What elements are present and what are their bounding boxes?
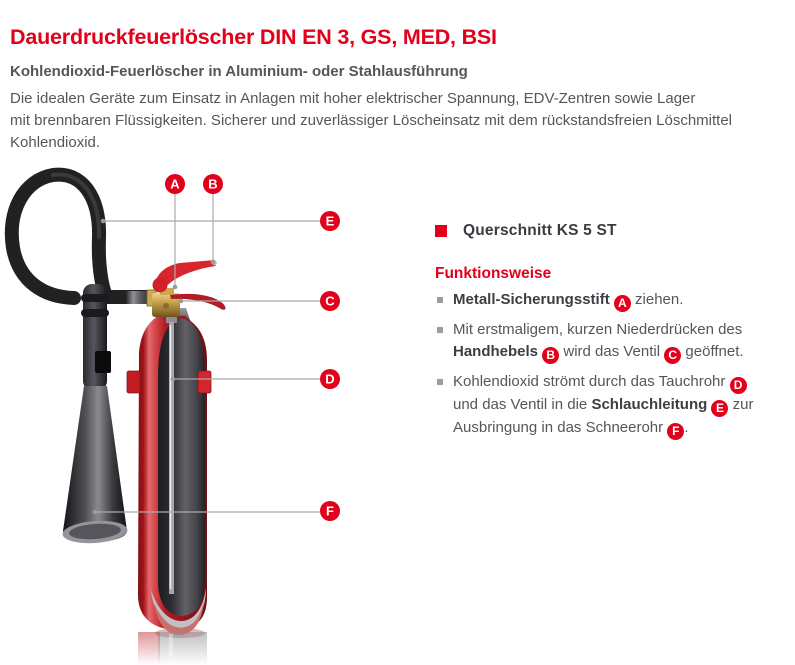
bracket-right — [198, 371, 211, 393]
red-square-bullet-icon — [435, 225, 447, 237]
callout-badge-e: E — [711, 400, 728, 417]
function-heading: Funktionsweise — [435, 265, 552, 282]
function-item-text: Kohlendioxid strömt durch das Tauchrohr D und das Ventil in die Schlauchleitung E zur Ausbringung in das Schneerohr F . — [453, 373, 754, 438]
svg-text:D: D — [325, 371, 335, 387]
callout-badge-a: A — [614, 295, 631, 312]
page-subtitle: Kohlendioxid-Feuerlöscher in Aluminium- oder Stahlausführung — [10, 63, 468, 80]
gray-square-bullet-icon — [437, 379, 443, 385]
leader-lines — [95, 194, 320, 512]
bracket-left — [127, 371, 140, 393]
horn-clip — [95, 351, 111, 373]
svg-text:F: F — [326, 503, 334, 519]
reflection — [138, 628, 207, 665]
valve-screw — [163, 303, 169, 309]
callout-badge-f: F — [667, 423, 684, 440]
horn-handle-rib — [81, 309, 109, 317]
extinguisher-cross-section-illustration — [0, 165, 400, 665]
page-title: Dauerdruckfeuerlöscher DIN EN 3, GS, MED, BSI — [10, 25, 497, 50]
hose-illustration — [12, 175, 150, 298]
callout-badge-c: C — [664, 347, 681, 364]
svg-text:C: C — [325, 293, 335, 309]
cylinder-interior — [158, 318, 205, 616]
diagram-caption-row — [435, 222, 790, 240]
gray-square-bullet-icon — [437, 327, 443, 333]
intro-paragraph — [10, 88, 732, 154]
diagram-caption: Querschnitt KS 5 ST — [463, 222, 617, 239]
svg-text:E: E — [325, 213, 335, 229]
function-item-text: Metall-Sicherungsstift A ziehen. — [453, 291, 684, 310]
function-item-text: Mit erstmaligem, kurzen Niederdrücken des Handhebels B wird das Ventil C geöffnet. — [453, 321, 744, 362]
svg-text:B: B — [208, 176, 218, 192]
hose-coupling — [126, 291, 150, 304]
intro-line: Kohlendioxid. — [10, 134, 101, 151]
function-list-item — [435, 289, 790, 312]
svg-text:A: A — [170, 176, 180, 192]
callout-badge-d: D — [730, 377, 747, 394]
dip-tube — [169, 322, 174, 594]
function-list-item — [435, 319, 790, 364]
lever-beak — [153, 278, 168, 293]
callout-badge-b: B — [542, 347, 559, 364]
function-list — [435, 289, 790, 440]
right-column — [435, 222, 790, 447]
gray-square-bullet-icon — [437, 297, 443, 303]
horn-cone — [63, 386, 127, 542]
horn-handle-rib — [81, 294, 109, 302]
intro-line: Die idealen Geräte zum Einsatz in Anlagen mit hoher elektrischer Spannung, EDV-Zentren sowie Lager — [10, 90, 696, 107]
intro-line: mit brennbaren Flüssigkeiten. Sicherer und zuverlässiger Löscheinsatz mit dem rückstandsfreien Löschmittel — [10, 112, 732, 129]
function-list-item — [435, 371, 790, 440]
